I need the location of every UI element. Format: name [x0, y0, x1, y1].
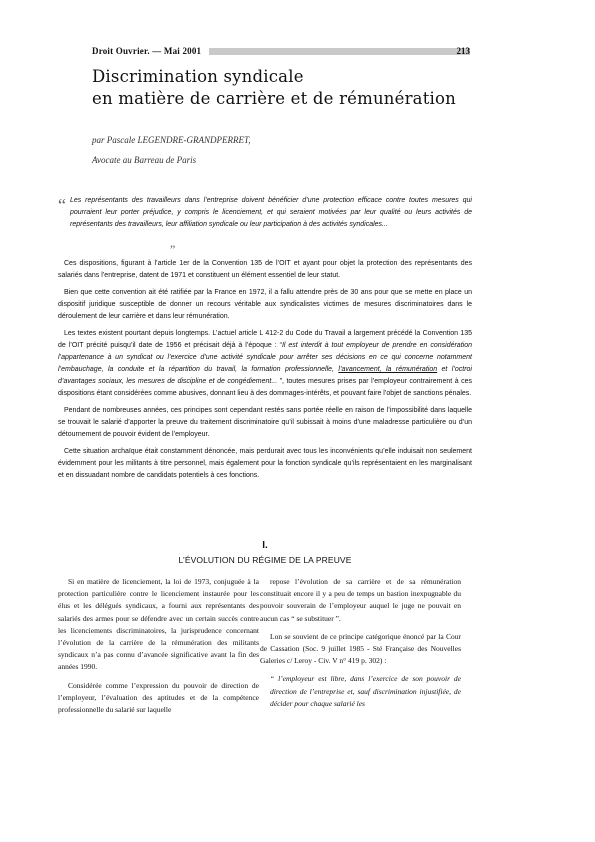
left-paragraph-1: Si en matière de licenciement, la loi de 1973, conjuguée à la protection particulière contre le licenciement instaurée pour les élus et les délégués syndicaux, a fourni aux représentants des salariés des armes pour se défendre avec un certain succès contre les licenciements discriminatoires, la jurisprudence concernant l’évolution de la carrière de la rémunération des militants syndicaux n’a pas connu d’avancée significative avant la fin des années 1990. [58, 577, 259, 672]
quoted-article-text-end: et l’octroi d’avantages sociaux, les mesures de discipline et de congédiement... [58, 366, 472, 385]
header-rule [209, 48, 470, 55]
epigraph-text: Les représentants des travailleurs dans l’entreprise doivent bénéficier d’une protection efficace contre toutes mesures qui pourraient leur porter préjudice, y compris le licenciement, et qui seraient motivées par leur qualité ou leurs activités de représentants des travailleurs, leur affiliation syndicale ou leur participation à des activités syndicales... [70, 197, 472, 228]
author-block [92, 130, 392, 170]
intro-body [58, 258, 472, 487]
right-paragraph-1: repose l’évolution de sa carrière et de sa rémunération constituait encore il y a peu de temps un bastion inexpugnable du pouvoir souverain de l’employeur auquel le juge ne pouvait en aucun cas “ se substituer ”. [260, 577, 461, 623]
right-paragraph-2: Lon se souvient de ce principe catégorique énoncé par la Cour de Cassation (Soc. 9 juillet 1985 - Sté Française des Nouvelles Galeries c/ Leroy - Civ. V n° 419 p. 302) : [260, 631, 461, 666]
left-column [58, 576, 259, 722]
epigraph-quote [70, 195, 472, 231]
open-quote-mark: “ [58, 195, 66, 215]
quoted-article-text: Il est interdit à tout employeur de prendre en considération l’appartenance à un syndicat ou l’exercice d’une activité syndicale pour arrêter ses décisions en ce qui concerne notamment l’embauchage, la conduite et la répartition du travail, la formation professionnelle, [58, 342, 472, 373]
left-paragraph-2: Considérée comme l’expression du pouvoir de direction de l’employeur, l’évaluation des aptitudes et de la compétence professionnelle du salarié sur laquelle [58, 680, 259, 715]
title-line-1: Discrimination syndicale [92, 67, 304, 86]
underlined-phrase: l’avancement, la rémunération [338, 366, 438, 373]
journal-title: Droit Ouvrier. — Mai 2001 [92, 46, 202, 56]
section-number: I. [262, 540, 268, 551]
paragraph-3-tail: ”, toutes mesures prises par l’employeur contrairement à ces dispositions étant considérées comme abusives, donnant lieu à des dommages-intérêts, et pouvant faire l’objet de sanctions pénales. [58, 378, 472, 397]
close-quote-mark: ” [170, 242, 176, 256]
running-header [92, 44, 470, 58]
page-number: 213 [456, 46, 470, 56]
paragraph-5: Cette situation archaïque était constamment dénoncée, mais perdurait avec tous les inconvénients qu’elle induisait non seulement évidemment pour les militants à titre personnel, mais également pour la fonction syndicale qu’ils représentaient en les marginalisant et en dissuadant nombre de candidats potentiels à ces fonctions. [58, 448, 472, 479]
paragraph-2: Bien que cette convention ait été ratifiée par la France en 1972, il a fallu attendre près de 30 ans pour que se mette en place un dispositif juridique susceptible de donner un recours véritable aux syndicalistes victimes de mesures discriminatoires dans le déroulement de leur carrière et dans leur rémunération. [58, 289, 472, 320]
title-line-2: en matière de carrière et de rémunération [92, 89, 456, 108]
paragraph-3 [58, 328, 472, 400]
right-quoted-paragraph: “ l’employeur est libre, dans l’exercice de son pouvoir de direction de l’entreprise et, sauf discrimination injustifiée, de décider pour chaque salarié les [270, 674, 461, 708]
author-name: par Pascale LEGENDRE-GRANDPERRET, [92, 135, 251, 145]
right-column [260, 576, 461, 716]
paragraph-3-lead: Les textes existent pourtant depuis longtemps. L’actuel article L 412-2 du Code du Travail a largement précédé la Convention 135 de l’OIT précité puisqu’il date de 1956 et précisait déjà à l’époque : “ [58, 330, 472, 349]
section-title: L’ÉVOLUTION DU RÉGIME DE LA PREUVE [178, 555, 352, 565]
article-title [92, 66, 492, 110]
paragraph-4: Pendant de nombreuses années, ces principes sont cependant restés sans portée réelle en raison de l’impossibilité dans laquelle se trouvait le salarié d’apporter la preuve du traitement discriminatoire qu’il subissait à moins d’une maladresse particulière ou d’un détournement de pouvoir évident de l’employeur. [58, 407, 472, 438]
author-role: Avocate au Barreau de Paris [92, 155, 197, 165]
paragraph-1: Ces dispositions, figurant à l’article 1er de la Convention 135 de l’OIT et ayant pour objet la protection des représentants des salariés dans l’entreprise, datent de 1971 et constituent un élément essentiel de leur statut. [58, 260, 472, 279]
